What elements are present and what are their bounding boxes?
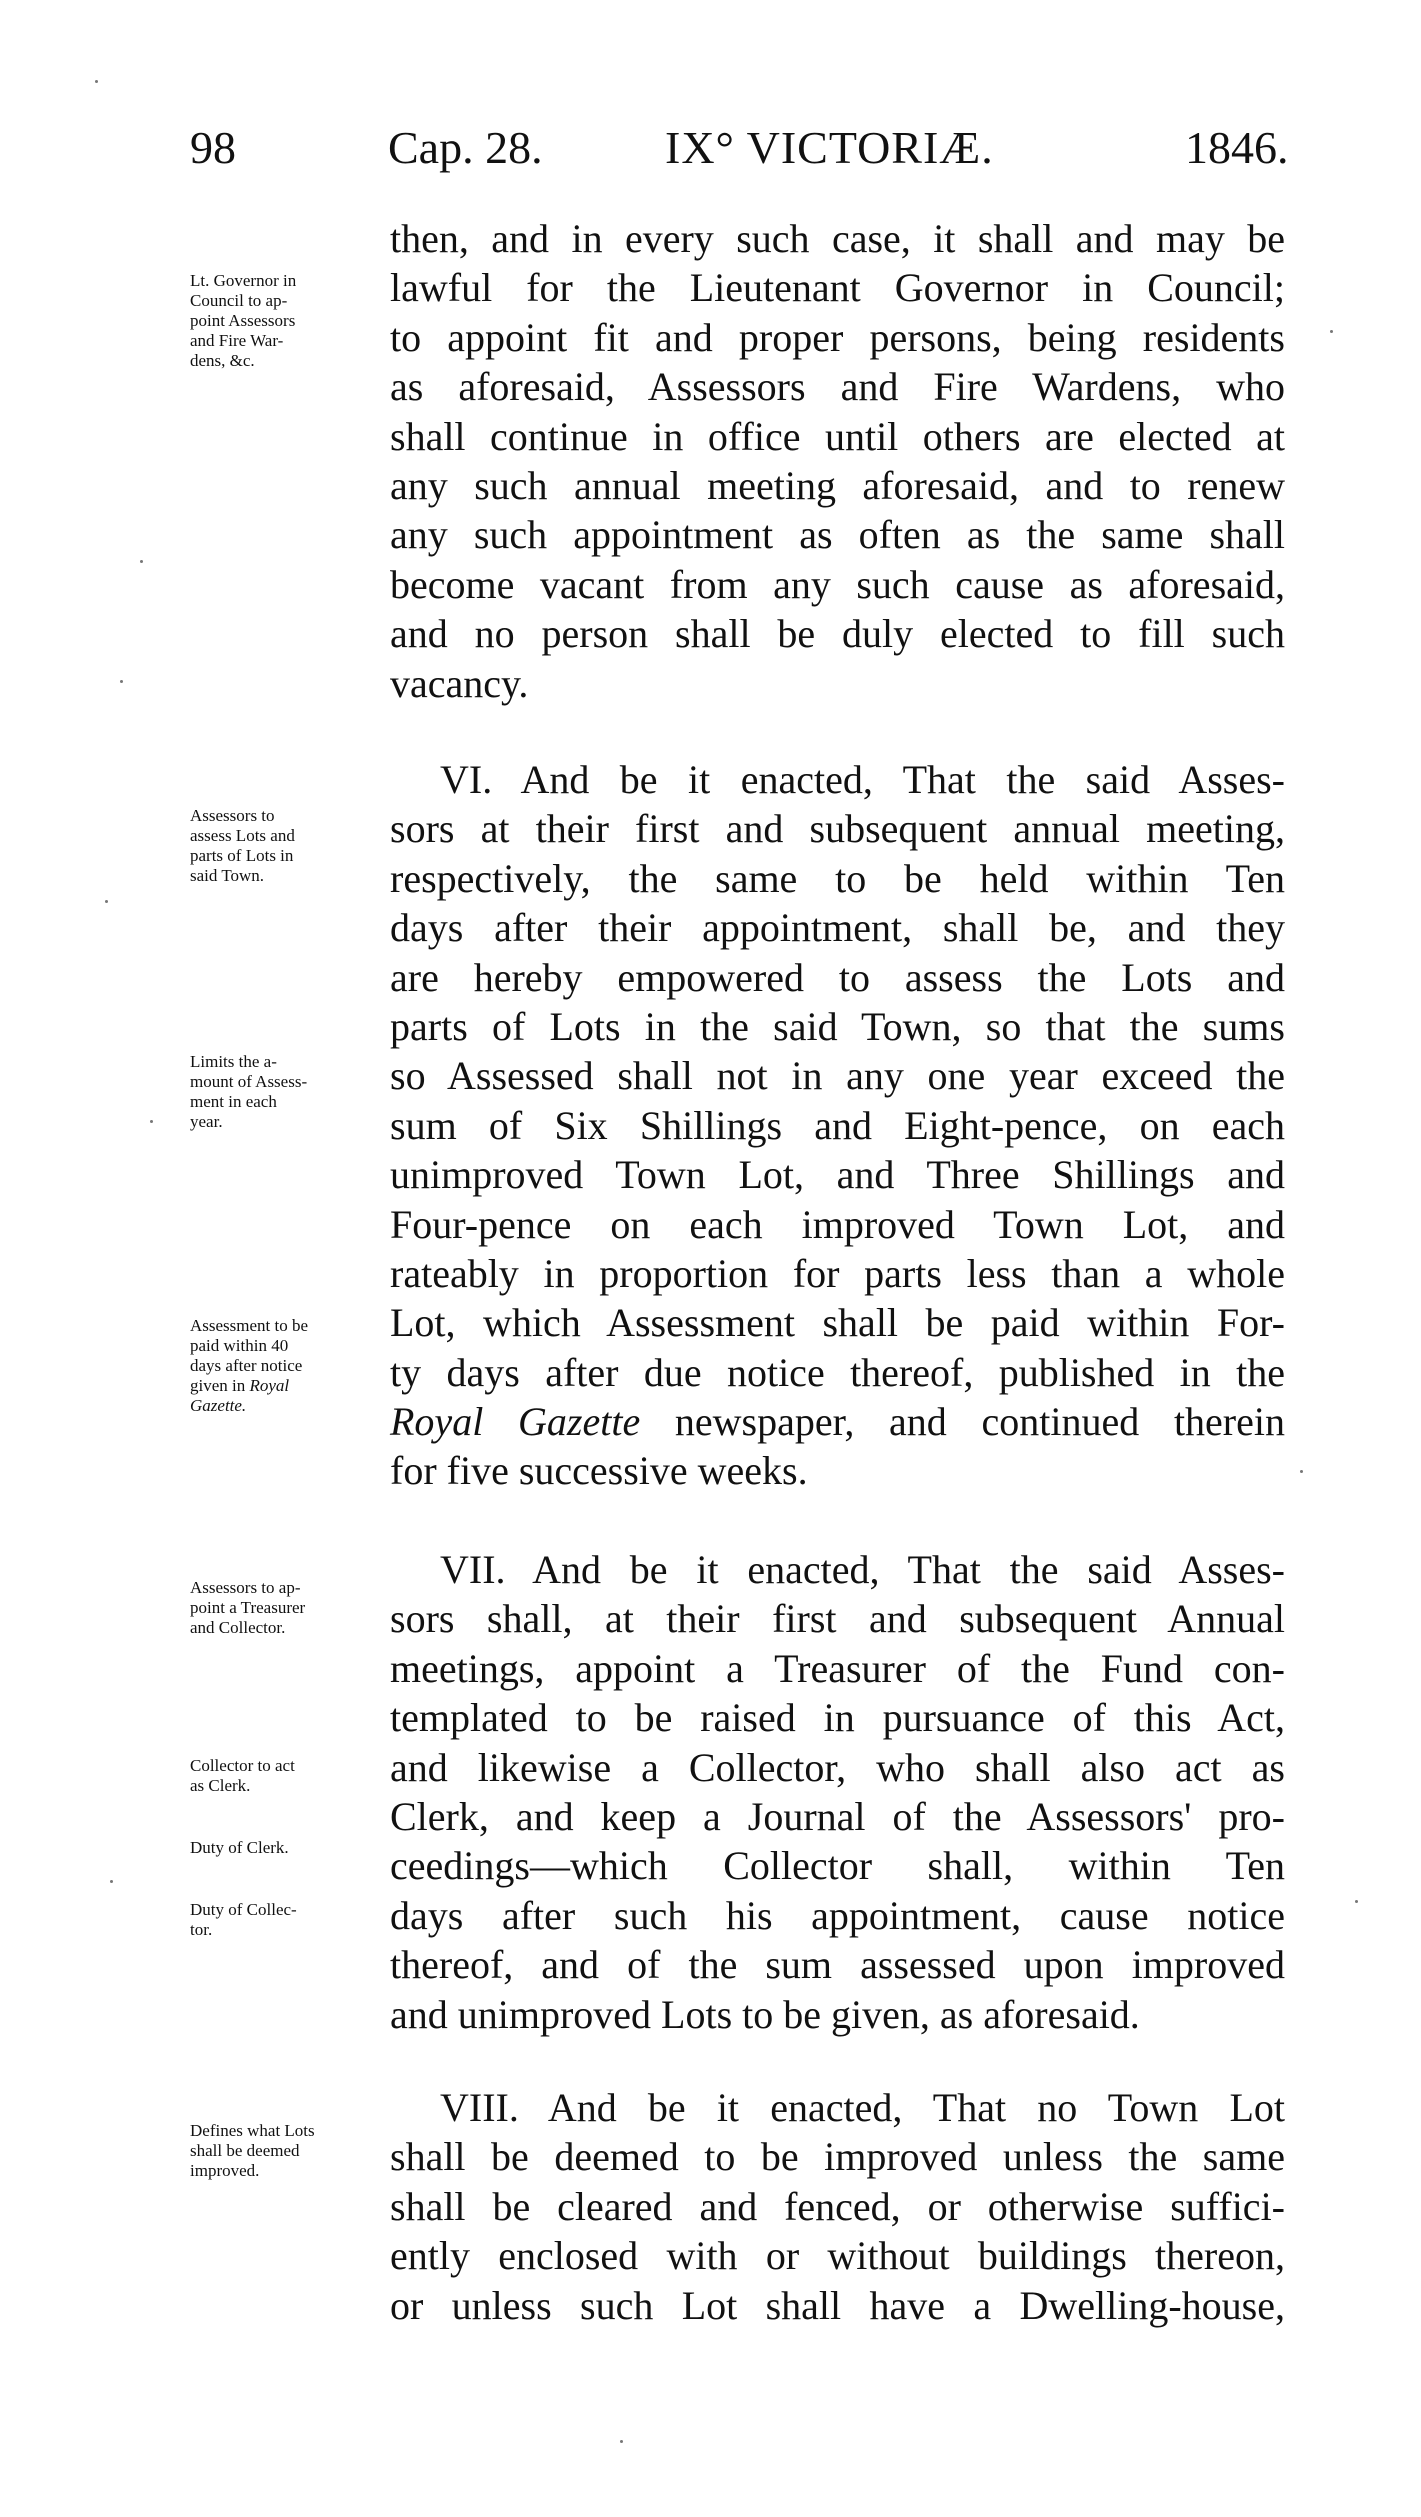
scan-speck [620,2440,623,2443]
paragraph-continuation [390,214,1285,708]
note-line: Defines what Lots [190,2121,315,2140]
text-line: ceedings—which Collector shall, within Ten [390,1843,1285,1889]
text-line: thereof, and of the sum assessed upon improved [390,1942,1285,1988]
text-line: and no person shall be duly elected to fill such [390,611,1285,657]
margin-note [190,806,380,886]
scan-speck [1355,1900,1358,1903]
text-line: become vacant from any such cause as aforesaid, [390,561,1285,607]
note-line: tor. [190,1920,213,1939]
note-line: Assessors to ap- [190,1578,301,1597]
text-line: for five successive weeks. [390,1448,808,1494]
margin-note [190,2121,380,2181]
text-line: or unless such Lot shall have a Dwelling-house, [390,2282,1285,2328]
note-line-royal: given in Royal [190,1376,290,1395]
note-line: Assessors to [190,806,275,825]
scan-speck [105,900,108,903]
margin-note [190,1838,380,1858]
note-line: and Collector. [190,1618,286,1637]
running-title: IX° VICTORIÆ. [665,122,994,173]
margin-note [190,1052,380,1132]
text-line: sors at their first and subsequent annual meeting, [390,806,1285,852]
note-line: Gazette. [190,1396,247,1415]
note-line: Lt. Governor in [190,271,297,290]
text-line: so Assessed shall not in any one year exceed the [390,1053,1285,1099]
text-line: meetings, appoint a Treasurer of the Fund con- [390,1645,1285,1691]
page-number: 98 [190,122,236,173]
chapter-label: Cap. 28. [388,122,543,173]
text-line: shall continue in office until others are elected at [390,413,1285,459]
scan-speck [120,680,123,683]
note-line: as Clerk. [190,1776,251,1795]
text-line: sum of Six Shillings and Eight-pence, on each [390,1102,1285,1148]
note-line: parts of Lots in [190,846,294,865]
note-line: Collector to act [190,1756,295,1775]
note-line: point a Treasurer [190,1598,306,1617]
section-viii [390,2083,1285,2330]
note-line: Assessment to be [190,1316,309,1335]
text-line: vacancy. [390,660,529,706]
text-line: ty days after due notice thereof, published in the [390,1349,1285,1395]
scan-speck [1330,330,1333,333]
margin-note [190,1756,380,1796]
note-line: ment in each [190,1092,277,1111]
note-line: and Fire War- [190,331,284,350]
scan-speck [95,80,98,83]
note-line: shall be deemed [190,2141,300,2160]
note-line: Duty of Collec- [190,1900,297,1919]
italic-publication-name: Royal [249,1376,290,1395]
text-line: respectively, the same to be held within Ten [390,855,1285,901]
text-line: to appoint fit and proper persons, being residents [390,314,1285,360]
margin-note [190,271,380,371]
text-line: Clerk, and keep a Journal of the Assessors' pro- [390,1793,1285,1839]
note-line: days after notice [190,1356,303,1375]
text-line: Lot, which Assessment shall be paid within For- [390,1300,1285,1346]
note-line: paid within 40 [190,1336,289,1355]
note-line: Limits the a- [190,1052,277,1071]
margin-note [190,1900,380,1940]
note-line: year. [190,1112,223,1131]
text-line: any such annual meeting aforesaid, and to renew [390,462,1285,508]
scan-speck [140,560,143,563]
note-line: improved. [190,2161,260,2180]
note-line: dens, &c. [190,351,255,370]
italic-publication-name: Royal Gazette [390,1399,641,1445]
text-line: Four-pence on each improved Town Lot, and [390,1201,1285,1247]
text-line: shall be deemed to be improved unless the same [390,2134,1285,2180]
text-line: any such appointment as often as the same shall [390,512,1285,558]
section-vii [390,1545,1285,2039]
note-line: point Assessors [190,311,296,330]
text-line: sors shall, at their first and subsequent Annual [390,1596,1285,1642]
text-line: days after such his appointment, cause notice [390,1892,1285,1938]
margin-note [190,1316,380,1416]
text-line: are hereby empowered to assess the Lots and [390,954,1285,1000]
year-label: 1846. [1185,122,1289,173]
text-line: and likewise a Collector, who shall also act as [390,1744,1285,1790]
text-line: shall be cleared and fenced, or otherwise suffici- [390,2183,1285,2229]
note-line: said Town. [190,866,265,885]
text-line-royal-gazette: Royal Gazette newspaper, and continued therein [390,1399,1285,1445]
scan-speck [150,1120,153,1123]
section-heading-line: VIII. And be it enacted, That no Town Lot [440,2085,1285,2130]
text-line: days after their appointment, shall be, and they [390,905,1285,951]
text-line: rateably in proportion for parts less than a whole [390,1250,1285,1296]
text-line: parts of Lots in the said Town, so that the sums [390,1003,1285,1049]
scan-speck [1300,1470,1303,1473]
text-line: ently enclosed with or without buildings thereon, [390,2233,1285,2279]
note-line: Duty of Clerk. [190,1838,289,1857]
section-heading-line: VII. And be it enacted, That the said Asses- [440,1547,1285,1592]
margin-note [190,1578,380,1638]
section-vi [390,755,1285,1496]
text-line: then, and in every such case, it shall and may be [390,216,1285,261]
text-line: templated to be raised in pursuance of this Act, [390,1695,1285,1741]
section-heading-line: VI. And be it enacted, That the said Asses- [440,757,1285,802]
note-line: assess Lots and [190,826,295,845]
text-line: as aforesaid, Assessors and Fire Wardens, who [390,364,1285,410]
note-line: Council to ap- [190,291,288,310]
scan-speck [110,1880,113,1883]
text-line: unimproved Town Lot, and Three Shillings and [390,1152,1285,1198]
text-line: and unimproved Lots to be given, as aforesaid. [390,1991,1140,2037]
note-line: mount of Assess- [190,1072,308,1091]
text-line: lawful for the Lieutenant Governor in Council; [390,265,1285,311]
